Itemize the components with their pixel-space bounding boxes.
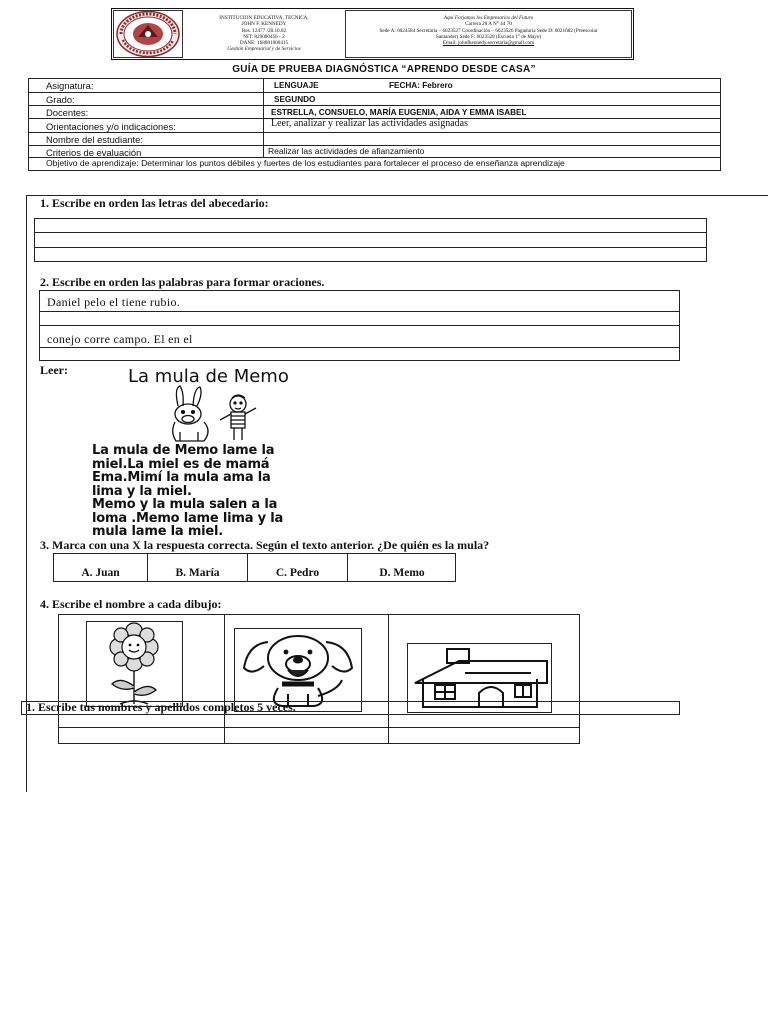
story-line: miel.La miel es de mamá bbox=[92, 456, 270, 472]
q3-option-d[interactable]: D. Memo bbox=[379, 567, 425, 579]
story-line: lima y la miel. bbox=[92, 483, 192, 499]
reading-story bbox=[92, 444, 283, 539]
q5-title: 1. Escribe tus nombres y apellidos completos 5 veces. bbox=[26, 700, 296, 714]
q3-title: 3. Marca con una X la respuesta correcta. Según el texto anterior. ¿De quién es la mula? bbox=[40, 538, 490, 552]
q2-sentence-1: Daniel pelo el tiene rubio. bbox=[47, 295, 181, 309]
grado-value: SEGUNDO bbox=[274, 95, 316, 104]
estudiante-field[interactable] bbox=[264, 133, 720, 144]
story-line: La mula de Memo lame la bbox=[92, 443, 275, 458]
q1-title: 1. Escribe en orden las letras del abecedario: bbox=[40, 196, 269, 210]
q2-title: 2. Escribe en orden las palabras para formar oraciones. bbox=[40, 275, 325, 289]
page-title: GUÍA DE PRUEBA DIAGNÓSTICA “APRENDO DESDE CASA” bbox=[232, 64, 536, 75]
q2-sentence-2: conejo corre campo. El en el bbox=[47, 332, 193, 346]
q3-option-a[interactable]: A. Juan bbox=[81, 567, 120, 579]
contact-line: Carrera 28 A N° 44 70 bbox=[465, 21, 512, 28]
school-motto: Gestión Empresarial y de Servicios bbox=[227, 46, 301, 53]
contact-email: Email: johnfkennedy.secretaria@gmail.com bbox=[442, 40, 535, 47]
school-logo-seal bbox=[115, 10, 181, 58]
contact-line: Santander) Sede F: 6023528 (Escuela 1° de Mayo) bbox=[435, 33, 542, 40]
school-info-line: NIT: 829000456 - 2 bbox=[243, 33, 285, 40]
orientaciones-value: Leer, analizar y realizar las actividades asignadas bbox=[271, 118, 468, 129]
docentes-label: Docentes: bbox=[46, 107, 89, 118]
q1-answer-table[interactable] bbox=[34, 218, 707, 262]
q4-title: 4. Escribe el nombre a cada dibujo: bbox=[40, 597, 222, 611]
q3-option-b[interactable]: B. María bbox=[175, 567, 220, 579]
school-info-line: JOHN F. KENNEDY bbox=[241, 21, 287, 28]
orientaciones-label: Orientaciones y/o indicaciones: bbox=[46, 121, 176, 132]
q4-answer-cell-dog[interactable] bbox=[225, 728, 388, 743]
school-info bbox=[186, 15, 342, 53]
estudiante-label: Nombre del estudiante: bbox=[46, 134, 143, 145]
school-slogan: Aquí Forjamos los Empresarios del Futuro bbox=[443, 15, 534, 21]
asignatura-label: Asignatura: bbox=[46, 80, 94, 91]
reading-label: Leer: bbox=[40, 363, 68, 377]
objetivo-text: Objetivo de aprendizaje: Determinar los puntos débiles y fuertes de los estudiantes para fortalecer el proceso de enseñanza aprendizaje bbox=[46, 158, 565, 168]
donkey-and-boy-illustration bbox=[160, 384, 270, 444]
story-line: mula lame la miel. bbox=[92, 524, 224, 539]
contact-line: Sede A: 6024584 Secretaria – 6023527 Coordinación – 6023526 Pagaduría Sede D: 6021682 (Preescolar bbox=[379, 27, 598, 34]
criterios-value: Realizar las actividades de afianzamiento bbox=[268, 146, 425, 156]
dog-drawing bbox=[238, 630, 358, 710]
story-line: loma .Memo lame lima y la bbox=[92, 510, 284, 526]
q4-answer-cell-flower[interactable] bbox=[59, 728, 224, 743]
docentes-value: ESTRELLA, CONSUELO, MARÍA EUGENIA, AIDA Y EMMA ISABEL bbox=[271, 108, 527, 117]
asignatura-value: LENGUAJE bbox=[274, 81, 319, 90]
school-info-line: DANE: 168081000415 bbox=[239, 40, 289, 47]
q3-option-c[interactable]: C. Pedro bbox=[275, 567, 320, 579]
school-info-line: Res. 12477 /28.10.02 bbox=[241, 27, 287, 34]
story-line: Memo y la mula salen a la bbox=[92, 497, 278, 512]
story-line: Ema.Mimí la mula ama la bbox=[92, 470, 271, 485]
q4-answer-cell-house[interactable] bbox=[389, 728, 579, 743]
flower-drawing bbox=[90, 622, 178, 706]
reading-title: La mula de Memo bbox=[128, 366, 289, 387]
school-info-line: INSTITUCION EDUCATIVA, TECNICA, bbox=[219, 15, 309, 21]
grado-label: Grado: bbox=[46, 94, 75, 105]
contact-info bbox=[348, 15, 629, 46]
fecha-label: FECHA: Febrero bbox=[389, 81, 453, 90]
criterios-label: Criterios de evaluación bbox=[46, 147, 142, 158]
